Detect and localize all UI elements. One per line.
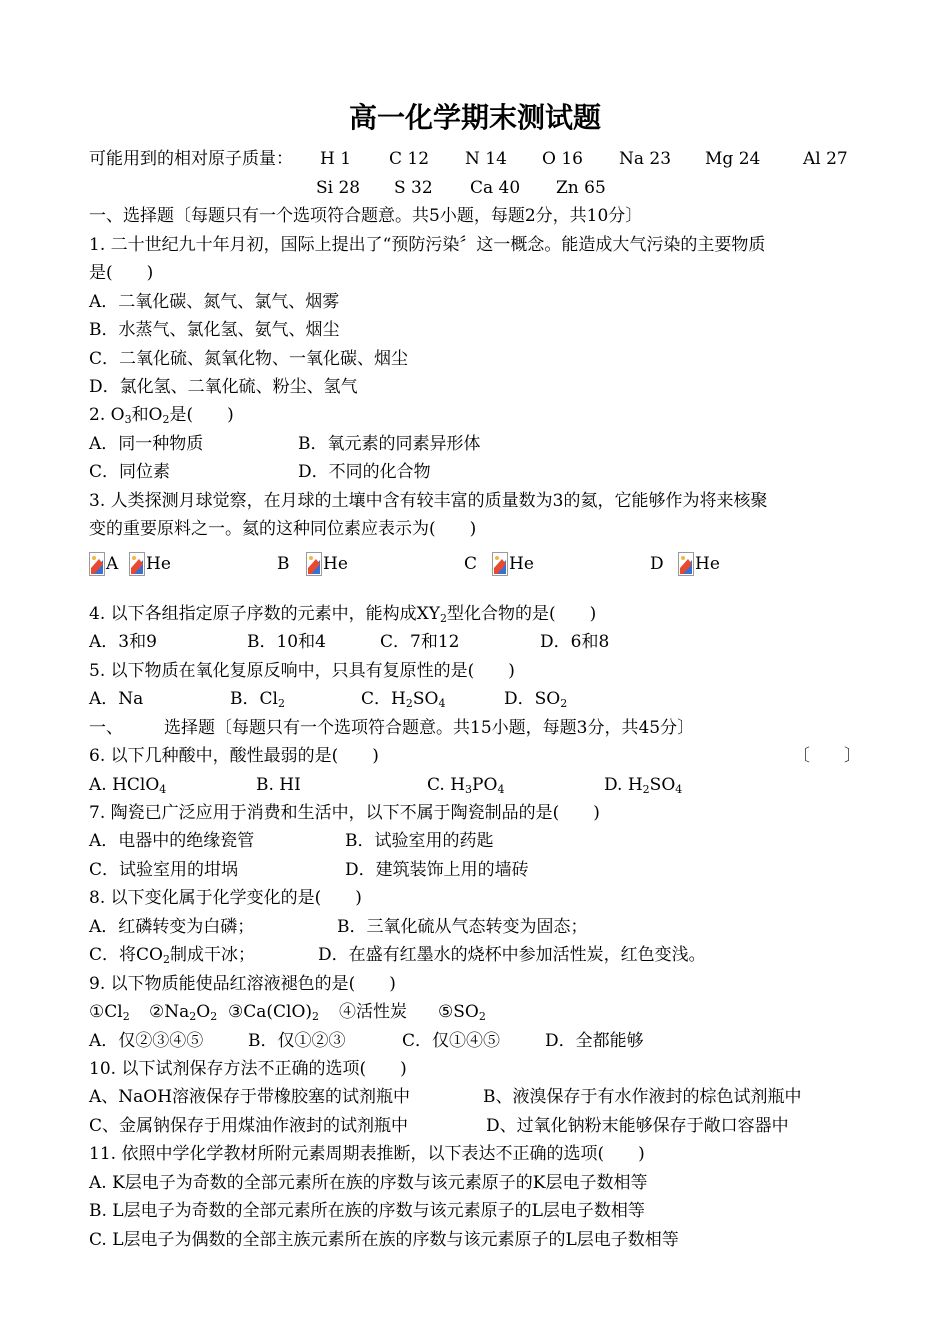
atomic-mass: S 32	[394, 178, 433, 198]
atomic-mass: Si 28	[316, 178, 361, 198]
question-2-option-d: D．不同的化合物	[298, 462, 431, 482]
question-11-option-a: A. K层电子为奇数的全部元素所在族的序数与该元素原子的K层电子数相等	[89, 1173, 648, 1193]
question-1-stem-cont: 是( )	[89, 263, 154, 283]
atomic-mass: Zn 65	[556, 178, 606, 198]
atomic-masses-label: 可能用到的相对原子质量：	[89, 149, 293, 169]
question-4-option-b: B．10和4	[247, 632, 326, 652]
question-6-stem: 6. 以下几种酸中，酸性最弱的是( )	[89, 746, 379, 766]
question-3-option-b: B	[277, 554, 290, 574]
atomic-masses-row-1	[89, 145, 861, 173]
question-4-option-c: C．7和12	[380, 632, 460, 652]
question-9-item-4: ④活性炭	[339, 1002, 407, 1022]
question-5-option-d: D．$SO_2$	[504, 689, 568, 710]
question-9-stem: 9. 以下物质能使品红溶液褪色的是( )	[89, 974, 396, 994]
section-1-heading: 一、选择题〔每题只有一个选项符合题意。共5小题，每题2分，共10分〕	[89, 206, 643, 226]
question-10-options-row-1	[89, 1083, 861, 1111]
atomic-mass: O 16	[542, 149, 583, 169]
question-2-option-c: C．同位素	[89, 462, 171, 482]
question-9-item-1: $①Cl_2$	[89, 1002, 130, 1023]
question-9-options	[89, 1027, 861, 1055]
question-2-option-b: B．氧元素的同素异形体	[298, 434, 481, 454]
question-9-items	[89, 998, 861, 1026]
section-2-number: 一、	[89, 718, 123, 738]
question-9-item-3: $③Ca(ClO)_2$	[228, 1002, 320, 1023]
question-3-option-d: D	[650, 554, 664, 574]
atomic-mass: Al 27	[803, 149, 848, 169]
question-6-option-d: D. $H_2SO_4$	[604, 775, 683, 796]
question-9-item-2: $②Na_2O_2$	[149, 1002, 218, 1023]
question-6-options	[89, 771, 861, 799]
question-1-option-c: C．二氧化硫、氮氧化物、一氧化碳、烟尘	[89, 349, 409, 369]
question-3-nuclide-a: He	[129, 550, 171, 578]
atomic-mass: Ca 40	[470, 178, 521, 198]
question-11-stem: 11. 依照中学化学教材所附元素周期表推断，以下表达不正确的选项( )	[89, 1144, 645, 1164]
question-6-stem-line	[89, 742, 861, 770]
broken-image-icon	[129, 552, 145, 576]
question-2-stem: 2. $O_3$和$O_2$是( )	[89, 405, 234, 426]
question-3-nuclide-d: He	[678, 550, 720, 578]
question-3-stem: 3. 人类探测月球觉察，在月球的土壤中含有较丰富的质量数为3的氦，它能够作为将来核聚	[89, 491, 768, 511]
question-7-options-row-1	[89, 827, 861, 855]
question-10-option-d: D、过氧化钠粉末能够保存于敞口容器中	[486, 1116, 789, 1136]
section-2-text: 选择题〔每题只有一个选项符合题意。共15小题，每题3分，共45分〕	[164, 718, 695, 738]
question-10-options-row-2	[89, 1112, 861, 1140]
question-1-stem: 1. 二十世纪九十年月初，国际上提出了“预防污染〞这一概念。能造成大气污染的主要物质	[89, 235, 766, 255]
question-8-options-row-1	[89, 913, 861, 941]
question-2-option-a: A．同一种物质	[89, 434, 204, 454]
broken-image-icon	[306, 552, 322, 576]
question-8-options-row-2	[89, 941, 861, 969]
question-2-options-row-2	[89, 458, 861, 486]
question-10-option-b: B、液溴保存于有水作液封的棕色试剂瓶中	[483, 1087, 802, 1107]
question-7-option-d: D．建筑装饰上用的墙砖	[345, 860, 529, 880]
question-4-option-a: A．3和9	[89, 632, 157, 652]
question-7-stem: 7. 陶瓷已广泛应用于消费和生活中，以下不属于陶瓷制品的是( )	[89, 803, 600, 823]
question-8-stem: 8. 以下变化属于化学变化的是( )	[89, 888, 362, 908]
question-3-options	[89, 550, 861, 586]
question-7-option-c: C．试验室用的坩埚	[89, 860, 239, 880]
atomic-mass: Mg 24	[705, 149, 761, 169]
question-9-option-a: A．仅②③④⑤	[89, 1031, 204, 1051]
question-4-options	[89, 628, 861, 656]
question-1-option-d: D．氯化氢、二氧化硫、粉尘、氢气	[89, 377, 358, 397]
question-6-option-b: B. HI	[256, 775, 301, 795]
question-6-option-c: C. $H_3PO_4$	[427, 775, 505, 796]
question-5-option-b: B．$Cl_2$	[230, 689, 285, 710]
atomic-mass: Na 23	[619, 149, 672, 169]
question-4-stem: 4. 以下各组指定原子序数的元素中，能构成$XY_2$型化合物的是( )	[89, 604, 597, 625]
question-9-item-5: $⑤SO_2$	[438, 1002, 486, 1023]
question-11-option-b: B. L层电子为奇数的全部元素所在族的序数与该元素原子的L层电子数相等	[89, 1201, 645, 1221]
question-1-option-a: A．二氧化碳、氮气、氯气、烟雾	[89, 292, 340, 312]
question-5-stem: 5. 以下物质在氧化复原反响中，只具有复原性的是( )	[89, 661, 515, 681]
atomic-masses-row-2	[89, 174, 861, 202]
atomic-mass: C 12	[389, 149, 430, 169]
question-9-option-b: B．仅①②③	[248, 1031, 346, 1051]
question-8-option-b: B．三氧化硫从气态转变为固态；	[337, 917, 588, 937]
question-1-option-b: B．水蒸气、氯化氢、氨气、烟尘	[89, 320, 340, 340]
question-7-options-row-2	[89, 856, 861, 884]
atomic-mass: N 14	[465, 149, 507, 169]
question-3-option-c: C	[464, 554, 478, 574]
question-5-option-a: A．Na	[89, 689, 144, 709]
question-4-option-d: D．6和8	[540, 632, 610, 652]
question-10-option-c: C、金属钠保存于用煤油作液封的试剂瓶中	[89, 1116, 409, 1136]
question-3-stem-cont: 变的重要原料之一。氦的这种同位素应表示为( )	[89, 519, 477, 539]
question-11-option-c: C. L层电子为偶数的全部主族元素所在族的序数与该元素原子的L层电子数相等	[89, 1230, 679, 1250]
question-7-option-a: A．电器中的绝缘瓷管	[89, 831, 255, 851]
question-3-nuclide-b: He	[306, 550, 348, 578]
question-3-nuclide-c: He	[492, 550, 534, 578]
question-5-option-c: C．$H_2SO_4$	[361, 689, 446, 710]
question-9-option-c: C．仅①④⑤	[402, 1031, 501, 1051]
answer-bracket: 〔 〕	[793, 746, 861, 766]
question-10-option-a: A、NaOH溶液保存于带橡胶塞的试剂瓶中	[89, 1087, 411, 1107]
question-8-option-c: C．将$CO_2$制成干冰；	[89, 945, 255, 966]
question-6-option-a: A. HClO$_4$	[89, 775, 167, 796]
question-8-option-d: D．在盛有红墨水的烧杯中参加活性炭，红色变浅。	[318, 945, 706, 965]
question-10-stem: 10. 以下试剂保存方法不正确的选项( )	[89, 1059, 407, 1079]
question-2-options-row-1	[89, 430, 861, 458]
broken-image-icon	[678, 552, 694, 576]
question-7-option-b: B．试验室用的药匙	[345, 831, 494, 851]
page-title: 高一化学期末测试题	[348, 101, 601, 134]
question-3-option-a: A	[89, 550, 118, 578]
section-2-heading	[89, 714, 861, 742]
broken-image-icon	[89, 552, 105, 576]
question-5-options	[89, 685, 861, 713]
atomic-mass: H 1	[320, 149, 352, 169]
broken-image-icon	[492, 552, 508, 576]
question-9-option-d: D．全都能够	[545, 1031, 644, 1051]
question-8-option-a: A．红磷转变为白磷；	[89, 917, 255, 937]
